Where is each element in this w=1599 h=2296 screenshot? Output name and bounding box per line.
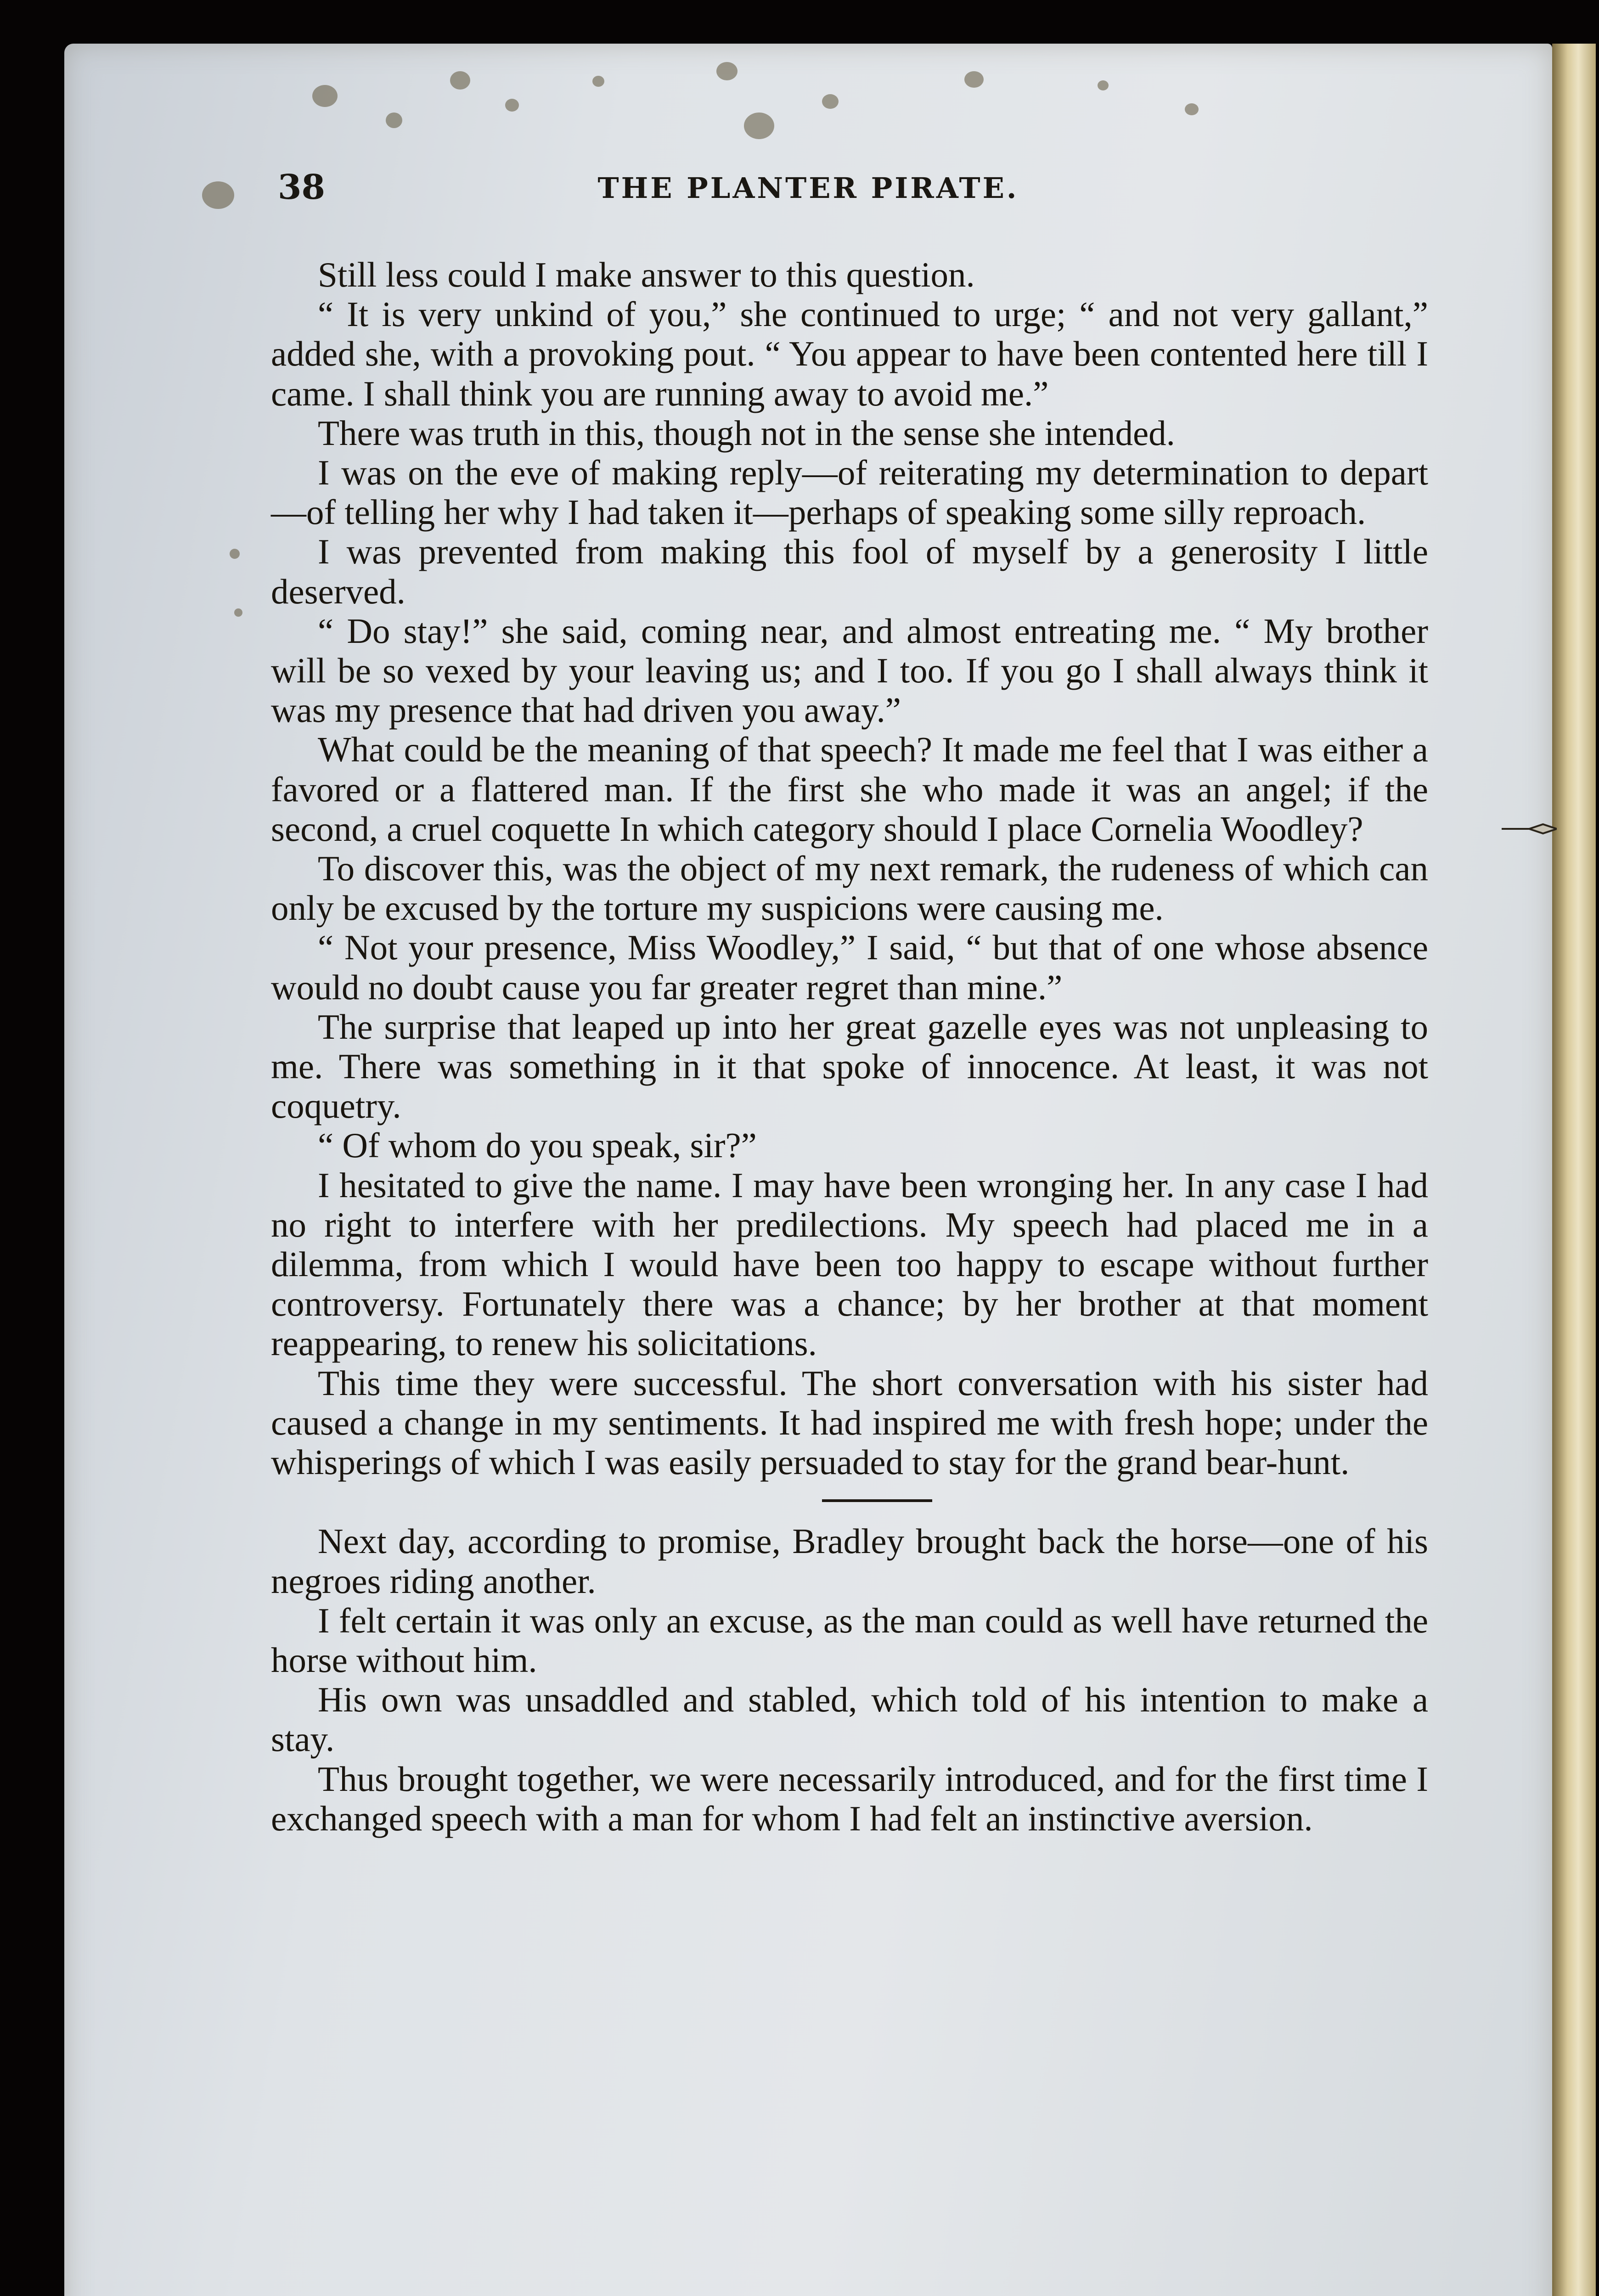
page-header [64,168,1552,218]
stain-mark [744,113,774,139]
paragraph: What could be the meaning of that speech? It made me feel that I was either a favored or a flattered man. If the first she who made it was an angel; if the second, a cruel coquette In which category should I place Cornelia Woodley? [271,730,1428,849]
paragraph: I hesitated to give the name. I may have been wronging her. In any case I had no right to interfere with her predilections. My speech had placed me in a dilemma, from which I would have been too happy to escape without further controversy. Fortunately there was a chance; by her brother at that moment reappearing, to renew his solicitations. [271,1165,1428,1363]
paragraph: His own was unsaddled and stabled, which told of his intention to make a stay. [271,1680,1428,1759]
stain-mark [450,71,470,90]
paragraph: There was truth in this, though not in the sense she intended. [318,413,1175,453]
paragraph: This time they were successful. The short conversation with his sister had caused a change in my sentiments. It had inspired me with fresh hope; under the whisperings of which I was easily persuaded to stay for the grand bear-hunt. [271,1363,1428,1482]
paragraph: I was on the eve of making reply—of reiterating my determination to depart—of telling her why I had taken it—perhaps of speaking some silly reproach. [271,453,1428,532]
stain-mark [312,85,338,107]
paragraph: Thus brought together, we were necessarily introduced, and for the first time I exchanged speech with a man for whom I had felt an instinctive aversion. [271,1759,1428,1838]
paragraph: The surprise that leaped up into her great gazelle eyes was not unpleasing to me. There was something in it that spoke of innocence. At least, it was not coquetry. [271,1007,1428,1126]
stain-mark [1098,80,1109,90]
book-page-edge [1552,44,1596,2296]
binding-mark [1502,820,1557,838]
paragraph: Still less could I make answer to this question. [318,255,975,294]
stain-mark [230,549,240,559]
section-break-rule [822,1499,932,1502]
paragraph: “ Not your presence, Miss Woodley,” I said, “ but that of one whose absence would no doubt cause you far greater regret than mine.” [271,928,1428,1007]
stain-mark [822,94,839,109]
stain-mark [1185,103,1199,115]
paragraph: To discover this, was the object of my next remark, the rudeness of which can only be excused by the torture my suspicions were causing me. [271,849,1428,928]
stain-mark [386,113,402,128]
stain-mark [592,76,604,87]
paragraph: I was prevented from making this fool of myself by a generosity I little deserved. [271,532,1428,611]
stain-mark [234,608,242,617]
stain-mark [716,62,738,80]
paragraph: I felt certain it was only an excuse, as the man could as well have returned the horse without him. [271,1600,1428,1680]
body-text [271,255,1428,1838]
paragraph: “ Of whom do you speak, sir?” [318,1125,757,1165]
stain-mark [505,99,519,112]
paragraph: Next day, according to promise, Bradley brought back the horse—one of his negroes riding another. [271,1521,1428,1601]
stain-mark [964,71,984,88]
paragraph: “ Do stay!” she said, coming near, and almost entreating me. “ My brother will be so vexed by your leaving us; and I too. If you go I shall always think it was my presence that had driven you away.” [271,611,1428,730]
page-number: 38 [278,168,325,207]
running-head: THE PLANTER PIRATE. [597,171,1019,205]
paragraph: “ It is very unkind of you,” she continued to urge; “ and not very gallant,” added she, with a provoking pout. “ You appear to have been contented here till I came. I shall think you are running away to avoid me.” [271,294,1428,413]
